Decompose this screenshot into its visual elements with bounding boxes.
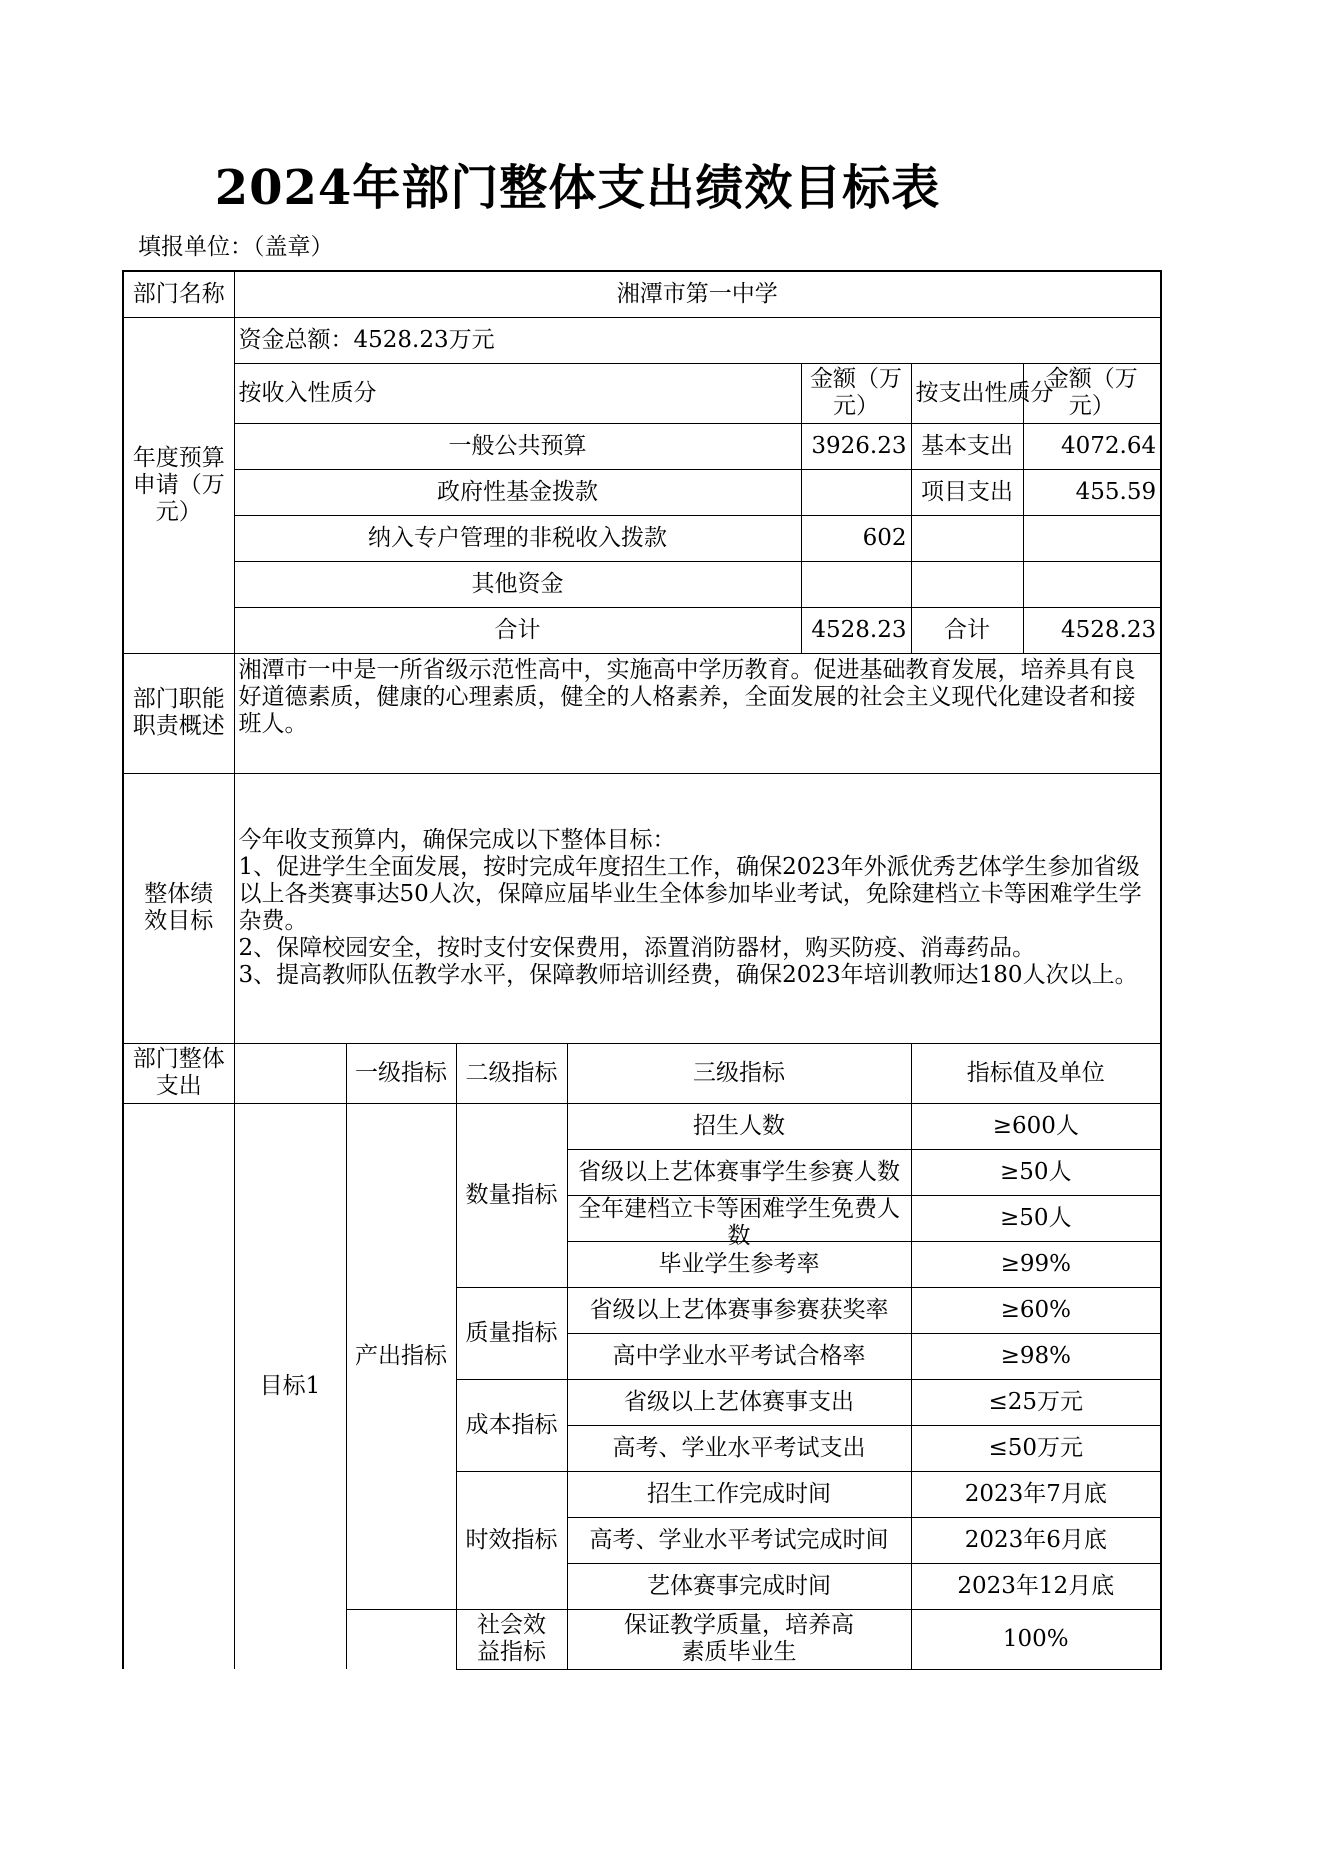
indicator-value: ≥600人 [911, 1103, 1161, 1149]
header-level2: 二级指标 [456, 1043, 567, 1103]
header-value: 指标值及单位 [911, 1043, 1161, 1103]
indicators-blank-cell [234, 1043, 346, 1103]
indicators-label: 部门整体支出 [123, 1043, 234, 1103]
goal-text: 今年收支预算内，确保完成以下整体目标： 1、促进学生全面发展，按时完成年度招生工作，确保2023年外派优秀艺体学生参加省级以上各类赛事达50人次，保障应届毕业生全体参加毕业考试，免除建档立卡等困难学生学杂费。 2、保障校园安全，按时支付安保费用，添置消防器材，购买防疫、消毒药品。 3、提高教师队伍教学水平，保障教师培训经费，确保2023年培训教师达180人次以上。 [234, 773, 1161, 1043]
budget-row: 其他资金 [123, 561, 1161, 607]
indicator-value: ≥50人 [911, 1149, 1161, 1195]
indicator-value: ≥99% [911, 1241, 1161, 1287]
expense-amount-header: 金额（万元） [1023, 363, 1161, 423]
header-level3: 三级指标 [567, 1043, 911, 1103]
indicator-name: 省级以上艺体赛事支出 [567, 1379, 911, 1425]
group-quantity: 数量指标 [456, 1103, 567, 1287]
fill-unit-label: 填报单位：（盖章） [138, 234, 334, 260]
level1-benefit-blank [346, 1609, 456, 1669]
duty-label: 部门职能职责概述 [123, 653, 234, 773]
level1-output: 产出指标 [346, 1103, 456, 1609]
performance-table [122, 270, 1162, 1670]
budget-row: 政府性基金拨款 项目支出 455.59 [123, 469, 1161, 515]
indicator-value: ≤50万元 [911, 1425, 1161, 1471]
group-social: 社会效益指标 [456, 1609, 567, 1669]
income-amount-header: 金额（万元） [801, 363, 911, 423]
indicator-value: ≤25万元 [911, 1379, 1161, 1425]
by-income-header: 按收入性质分 [234, 363, 801, 423]
header-level1: 一级指标 [346, 1043, 456, 1103]
budget-row: 纳入专户管理的非税收入拨款 602 [123, 515, 1161, 561]
indicator-name: 高中学业水平考试合格率 [567, 1333, 911, 1379]
indicator-name: 高考、学业水平考试完成时间 [567, 1517, 911, 1563]
indicator-value: 100% [911, 1609, 1161, 1669]
indicator-value: ≥50人 [911, 1195, 1161, 1241]
indicator-value: 2023年7月底 [911, 1471, 1161, 1517]
indicator-value: ≥98% [911, 1333, 1161, 1379]
dept-name-value: 湘潭市第一中学 [234, 271, 1161, 317]
indicator-value: ≥60% [911, 1287, 1161, 1333]
indicator-name: 高考、学业水平考试支出 [567, 1425, 911, 1471]
indicator-name: 招生工作完成时间 [567, 1471, 911, 1517]
indicator-name: 全年建档立卡等困难学生免费人数 [567, 1195, 911, 1241]
indicator-name: 艺体赛事完成时间 [567, 1563, 911, 1609]
dept-name-label: 部门名称 [123, 271, 234, 317]
target-label: 目标1 [234, 1103, 346, 1669]
indicator-name: 保证教学质量，培养高素质毕业生 [567, 1609, 911, 1669]
indicator-name: 省级以上艺体赛事学生参赛人数 [567, 1149, 911, 1195]
indicator-name: 毕业学生参考率 [567, 1241, 911, 1287]
group-quality: 质量指标 [456, 1287, 567, 1379]
group-timeliness: 时效指标 [456, 1471, 567, 1609]
duty-text: 湘潭市一中是一所省级示范性高中，实施高中学历教育。促进基础教育发展，培养具有良好道德素质，健康的心理素质，健全的人格素养，全面发展的社会主义现代化建设者和接班人。 [234, 653, 1161, 773]
budget-total: 资金总额：4528.23万元 [234, 317, 1161, 363]
goal-label: 整体绩效目标 [123, 773, 234, 1043]
indicator-value: 2023年12月底 [911, 1563, 1161, 1609]
indicator-value: 2023年6月底 [911, 1517, 1161, 1563]
indicator-name: 招生人数 [567, 1103, 911, 1149]
page-title: 2024年部门整体支出绩效目标表 [214, 160, 941, 216]
budget-row: 一般公共预算 3926.23 基本支出 4072.64 [123, 423, 1161, 469]
budget-label: 年度预算申请（万元） [123, 317, 234, 653]
budget-total-row: 合计 4528.23 合计 4528.23 [123, 607, 1161, 653]
indicators-left-blank [123, 1103, 234, 1669]
group-cost: 成本指标 [456, 1379, 567, 1471]
indicator-name: 省级以上艺体赛事参赛获奖率 [567, 1287, 911, 1333]
by-expense-header: 按支出性质分 [911, 363, 1023, 423]
